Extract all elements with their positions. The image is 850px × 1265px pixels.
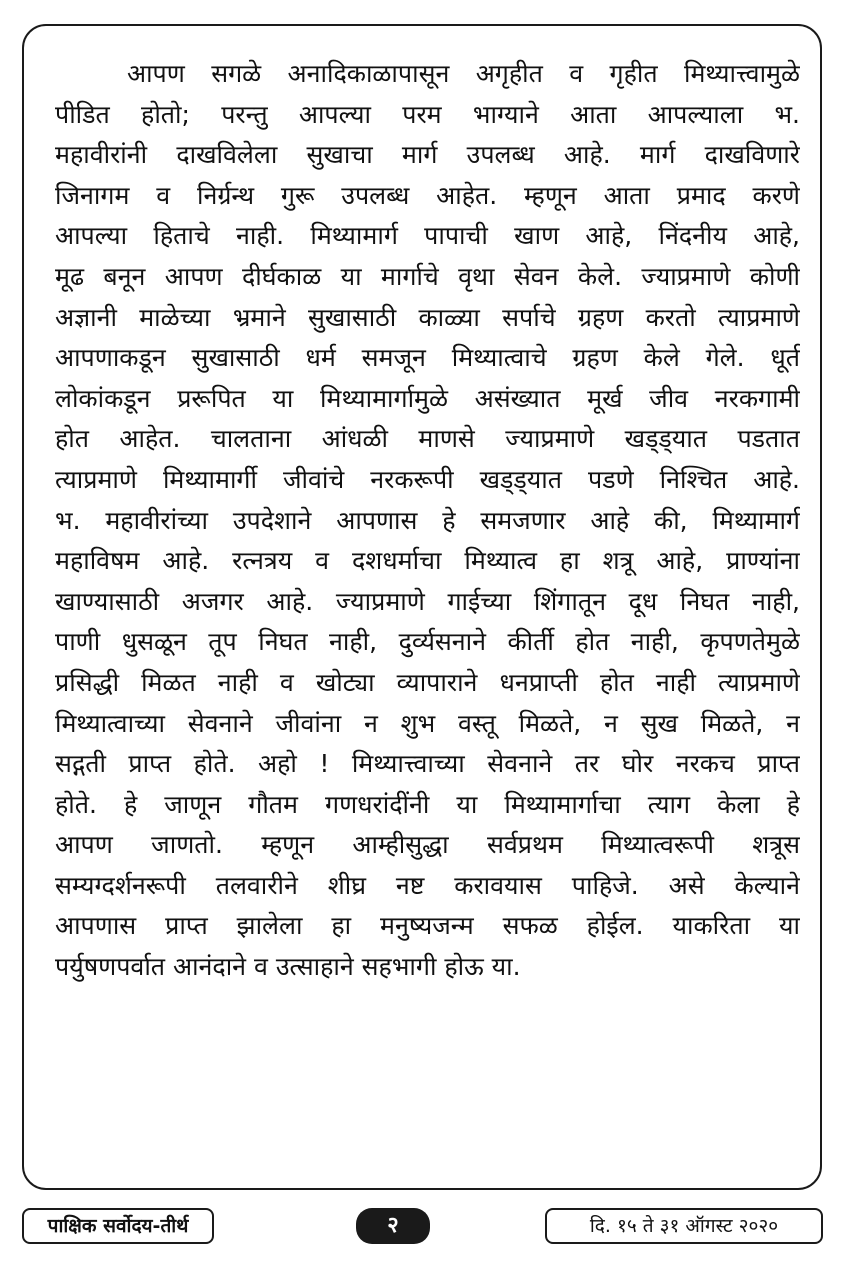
text-line: महावीरांनी दाखविलेला सुखाचा मार्ग उपलब्ध आहे. मार्ग दाखविणारे xyxy=(55,140,800,170)
text-line: प्रसिद्धी मिळत नाही व खोट्या व्यापाराने धनप्राप्ती होत नाही त्याप्रमाणे xyxy=(55,667,800,697)
text-line: मूढ बनून आपण दीर्घकाळ या मार्गाचे वृथा सेवन केले. ज्याप्रमाणे कोणी xyxy=(55,261,800,291)
text-line: आपल्या हिताचे नाही. मिथ्यामार्ग पापाची खाण आहे, निंदनीय आहे, xyxy=(55,221,800,251)
text-line: पर्युषणपर्वात आनंदाने व उत्साहाने सहभागी होऊ या. xyxy=(55,952,521,982)
text-line: खाण्यासाठी अजगर आहे. ज्याप्रमाणे गाईच्या शिंगातून दूध निघत नाही, xyxy=(55,586,800,616)
text-line: लोकांकडून प्ररूपित या मिथ्यामार्गामुळे असंख्यात मूर्ख जीव नरकगामी xyxy=(55,383,800,413)
text-line: सद्गती प्राप्त होते. अहो ! मिथ्यात्त्वाच्या सेवनाने तर घोर नरकच प्राप्त xyxy=(55,749,800,779)
text-line: अज्ञानी माळेच्या भ्रमाने सुखासाठी काळ्या सर्पाचे ग्रहण करतो त्याप्रमाणे xyxy=(55,302,800,332)
text-line: भ. महावीरांच्या उपदेशाने आपणास हे समजणार आहे की, मिथ्यामार्ग xyxy=(55,505,800,535)
text-line: त्याप्रमाणे मिथ्यामार्गी जीवांचे नरकरूपी खड्ड्यात पडणे निश्चित आहे. xyxy=(55,464,800,494)
page-number: २ xyxy=(356,1208,430,1244)
issue-date: दि. १५ ते ३१ ऑगस्ट २०२० xyxy=(545,1208,823,1244)
article-body xyxy=(55,54,800,988)
text-line: आपणाकडून सुखासाठी धर्म समजून मिथ्यात्वाचे ग्रहण केले गेले. धूर्त xyxy=(55,343,800,373)
text-line: आपणास प्राप्त झालेला हा मनुष्यजन्म सफळ होईल. याकरिता या xyxy=(55,911,800,941)
text-line: आपण जाणतो. म्हणून आम्हीसुद्धा सर्वप्रथम मिथ्यात्वरूपी शत्रूस xyxy=(55,830,800,860)
text-line: पीडित होतो; परन्तु आपल्या परम भाग्याने आता आपल्याला भ. xyxy=(55,99,800,129)
text-line: होते. हे जाणून गौतम गणधरांदींनी या मिथ्यामार्गाचा त्याग केला हे xyxy=(55,789,800,819)
text-line: होत आहेत. चालताना आंधळी माणसे ज्याप्रमाणे खड्ड्यात पडतात xyxy=(55,424,800,454)
text-line: जिनागम व निर्ग्रन्थ गुरू उपलब्ध आहेत. म्हणून आता प्रमाद करणे xyxy=(55,180,800,210)
text-line: सम्यग्दर्शनरूपी तलवारीने शीघ्र नष्ट करावयास पाहिजे. असे केल्याने xyxy=(55,870,800,900)
publication-name: पाक्षिक सर्वोदय-तीर्थ xyxy=(22,1208,214,1244)
text-line: मिथ्यात्वाच्या सेवनाने जीवांना न शुभ वस्तू मिळते, न सुख मिळते, न xyxy=(55,708,800,738)
text-line: आपण सगळे अनादिकाळापासून अगृहीत व गृहीत मिथ्यात्त्वामुळे xyxy=(127,59,800,88)
text-line: पाणी धुसळून तूप निघत नाही, दुर्व्यसनाने कीर्ती होत नाही, कृपणतेमुळे xyxy=(55,627,800,657)
text-line: महाविषम आहे. रत्नत्रय व दशधर्माचा मिथ्यात्व हा शत्रू आहे, प्राण्यांना xyxy=(55,546,800,576)
